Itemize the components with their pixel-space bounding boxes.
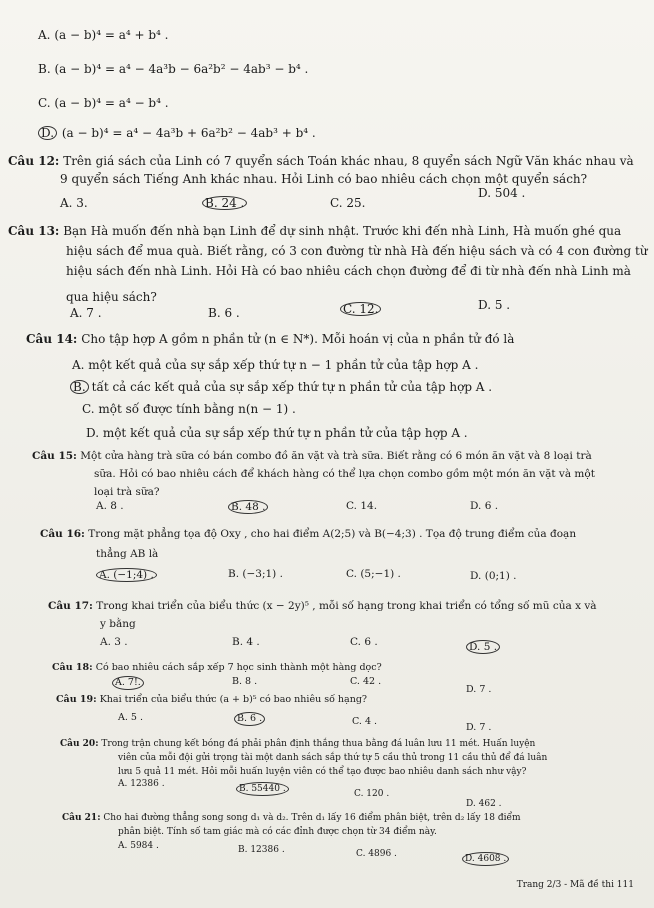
question-label: Câu 18: xyxy=(52,662,93,673)
q19-option-a[interactable]: A. 5 . xyxy=(118,712,143,723)
option-text: tất cả các kết quả của sự sắp xếp thứ tự n phần tử của tập hợp A . xyxy=(91,380,493,394)
q20-option-d[interactable]: D. 462 . xyxy=(466,799,502,809)
selected-mark: B. 6 . xyxy=(234,712,265,726)
q14-option-a[interactable]: A. một kết quả của sự sắp xếp thứ tự n − 1 phần tử của tập hợp A . xyxy=(72,358,479,372)
q20-option-a[interactable]: A. 12386 . xyxy=(118,779,165,789)
q13-line-1 xyxy=(8,224,621,239)
q13-option-b[interactable]: B. 6 . xyxy=(208,306,240,320)
question-label: Câu 17: xyxy=(48,600,93,612)
question-text: Trong trận chung kết bóng đá phải phân định thắng thua bằng đá luân lưu 11 mét. Huấn luyện xyxy=(101,739,536,749)
q15-option-c[interactable]: C. 14. xyxy=(346,500,378,512)
q17-line-1 xyxy=(48,600,597,613)
q18-option-d[interactable]: D. 7 . xyxy=(466,684,492,695)
q15-option-b[interactable] xyxy=(228,500,269,514)
selected-mark: A. 7!. xyxy=(112,676,144,690)
q15-option-a[interactable]: A. 8 . xyxy=(96,500,124,512)
page-footer: Trang 2/3 - Mã đề thi 111 xyxy=(516,880,634,890)
q17-option-a[interactable]: A. 3 . xyxy=(100,636,128,648)
q16-option-b[interactable]: B. (−3;1) . xyxy=(228,568,283,580)
q15-line-1 xyxy=(32,450,592,463)
q16-option-a[interactable] xyxy=(96,568,158,582)
q12-option-a[interactable]: A. 3. xyxy=(60,196,88,210)
question-label: Câu 15: xyxy=(32,450,77,462)
option-letter: C. xyxy=(38,96,51,110)
option-letter: A. xyxy=(38,28,51,42)
q14-option-c[interactable]: C. một số được tính bằng n(n − 1) . xyxy=(82,402,296,416)
q18-option-a[interactable] xyxy=(112,676,145,690)
question-label: Câu 19: xyxy=(56,694,97,705)
q15-line-2: sữa. Hỏi có bao nhiêu cách để khách hàng có thể lựa chọn combo gồm một món ăn vặt và một xyxy=(94,468,595,480)
question-label: Câu 13: xyxy=(8,224,60,238)
q11-option-c[interactable] xyxy=(38,96,169,111)
selected-mark: B. xyxy=(70,380,89,394)
option-letter: B. xyxy=(38,62,51,76)
question-label: Câu 21: xyxy=(62,813,101,823)
question-text: Trong mặt phẳng tọa độ Oxy , cho hai điểm A(2;5) và B(−4;3) . Tọa độ trung điểm của đoạn xyxy=(88,528,577,540)
question-label: Câu 14: xyxy=(26,332,78,346)
selected-mark: D. 4608 . xyxy=(462,852,509,866)
question-text: Bạn Hà muốn đến nhà bạn Linh để dự sinh nhật. Trước khi đến nhà Linh, Hà muốn ghé qua xyxy=(63,224,622,238)
q12-option-d[interactable]: D. 504 . xyxy=(478,186,526,200)
q20-option-b[interactable] xyxy=(236,782,290,796)
q21-option-a[interactable]: A. 5984 . xyxy=(118,841,159,851)
option-text: (a − b)⁴ = a⁴ − b⁴ . xyxy=(54,96,169,110)
q13-line-4: qua hiệu sách? xyxy=(66,290,157,304)
q21-option-c[interactable]: C. 4896 . xyxy=(356,849,397,859)
q15-line-3: loại trà sữa? xyxy=(94,486,160,498)
q17-option-b[interactable]: B. 4 . xyxy=(232,636,260,648)
q12-option-c[interactable]: C. 25. xyxy=(330,196,366,210)
q17-option-d[interactable] xyxy=(466,640,501,654)
q17-line-2: y bằng xyxy=(100,618,136,630)
q20-line-2: viên của mỗi đội gửi trọng tài một danh sách sắp thứ tự 5 cầu thủ trong 11 cầu thủ để đá luân xyxy=(118,753,548,763)
selected-mark: A. (−1;4) . xyxy=(96,568,157,582)
question-label: Câu 16: xyxy=(40,528,85,540)
q19-option-d[interactable]: D. 7 . xyxy=(466,722,492,733)
selected-mark: B. 55440 . xyxy=(236,782,289,796)
selected-mark: B. 24 . xyxy=(202,196,247,210)
selected-mark: C. 12. xyxy=(340,302,381,316)
q13-option-d[interactable]: D. 5 . xyxy=(478,298,511,312)
q14-option-d[interactable]: D. một kết quả của sự sắp xếp thứ tự n phần tử của tập hợp A . xyxy=(86,426,468,440)
selected-mark: D. 5 . xyxy=(466,640,500,654)
q20-line-3: lưu 5 quả 11 mét. Hỏi mỗi huấn luyện viên có thể tạo được bao nhiêu danh sách như vậy? xyxy=(118,767,527,777)
q21-line-1 xyxy=(62,812,521,824)
question-text: Có bao nhiêu cách sắp xếp 7 học sinh thành một hàng dọc? xyxy=(95,662,382,673)
q11-option-d[interactable] xyxy=(38,126,316,141)
q12-line-2: 9 quyển sách Tiếng Anh khác nhau. Hỏi Linh có bao nhiêu cách chọn một quyển sách? xyxy=(60,172,588,186)
question-label: Câu 12: xyxy=(8,154,60,168)
q11-option-a[interactable] xyxy=(38,28,168,43)
q19-option-c[interactable]: C. 4 . xyxy=(352,716,378,727)
q16-line-1 xyxy=(40,528,576,541)
q19-option-b[interactable] xyxy=(234,712,266,726)
q16-option-c[interactable]: C. (5;−1) . xyxy=(346,568,401,580)
q13-option-c[interactable] xyxy=(340,302,382,317)
q12-line-1 xyxy=(8,154,634,169)
q11-option-b[interactable] xyxy=(38,62,308,77)
question-text: Trên giá sách của Linh có 7 quyển sách Toán khác nhau, 8 quyển sách Ngữ Văn khác nhau và xyxy=(63,154,634,168)
option-text: (a − b)⁴ = a⁴ − 4a³b − 6a²b² − 4ab³ − b⁴ . xyxy=(54,62,309,76)
question-text: Một cửa hàng trà sữa có bán combo đồ ăn vặt và trà sữa. Biết rằng có 6 món ăn vặt và 8 loại trà xyxy=(80,450,592,462)
q12-option-b[interactable] xyxy=(202,196,248,211)
q13-line-2: hiệu sách để mua quà. Biết rằng, có 3 con đường từ nhà Hà đến hiệu sách và có 4 con đường từ xyxy=(66,244,648,258)
q17-option-c[interactable]: C. 6 . xyxy=(350,636,378,648)
q19-line-1 xyxy=(56,694,367,706)
selected-mark: B. 48 . xyxy=(228,500,268,514)
q15-option-d[interactable]: D. 6 . xyxy=(470,500,499,512)
selected-mark: D. xyxy=(38,126,57,140)
q14-option-b[interactable] xyxy=(70,380,492,395)
q13-option-a[interactable]: A. 7 . xyxy=(70,306,102,320)
q14-line-1 xyxy=(26,332,514,347)
option-text: (a − b)⁴ = a⁴ + b⁴ . xyxy=(54,28,169,42)
q20-option-c[interactable]: C. 120 . xyxy=(354,789,390,799)
q13-line-3: hiệu sách đến nhà Linh. Hỏi Hà có bao nhiêu cách chọn đường để đi từ nhà đến nhà Linh mà xyxy=(66,264,631,278)
q18-option-c[interactable]: C. 42 . xyxy=(350,676,382,687)
q21-option-d[interactable] xyxy=(462,852,510,866)
q18-option-b[interactable]: B. 8 . xyxy=(232,676,258,687)
question-text: Cho hai đường thẳng song song d₁ và d₂. Trên d₁ lấy 16 điểm phân biệt, trên d₂ lấy 18 điểm xyxy=(103,813,521,823)
question-label: Câu 20: xyxy=(60,739,99,749)
q21-line-2: phân biệt. Tính số tam giác mà có các đỉnh được chọn từ 34 điểm này. xyxy=(118,827,437,837)
question-text: Trong khai triển của biểu thức (x − 2y)⁵ , mỗi số hạng trong khai triển có tổng số mũ của x và xyxy=(96,600,597,612)
question-text: Khai triển của biểu thức (a + b)⁵ có bao nhiêu số hạng? xyxy=(99,694,367,705)
q20-line-1 xyxy=(60,738,535,750)
q16-line-2: thẳng AB là xyxy=(96,548,159,560)
q16-option-d[interactable]: D. (0;1) . xyxy=(470,570,517,582)
option-text: (a − b)⁴ = a⁴ − 4a³b + 6a²b² − 4ab³ + b⁴ . xyxy=(61,126,316,140)
q18-line-1 xyxy=(52,662,382,674)
q21-option-b[interactable]: B. 12386 . xyxy=(238,845,285,855)
question-text: Cho tập hợp A gồm n phần tử (n ∈ N*). Mỗi hoán vị của n phần tử đó là xyxy=(81,332,515,346)
